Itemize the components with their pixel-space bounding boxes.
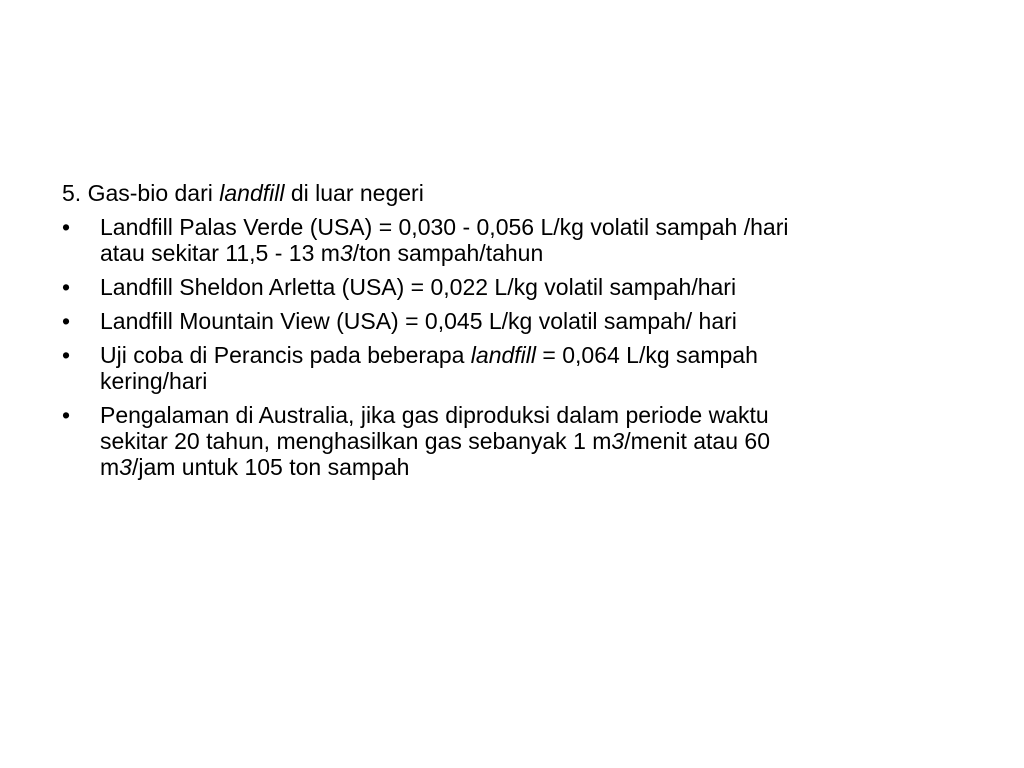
bullet-text-line: Landfill Palas Verde (USA) = 0,030 - 0,056 L/kg volatil sampah /hari bbox=[100, 214, 789, 240]
heading-suffix: di luar negeri bbox=[284, 180, 424, 206]
text-run: m bbox=[100, 454, 120, 480]
bullet-text-line: kering/hari bbox=[100, 368, 208, 394]
bullet-icon: • bbox=[62, 214, 71, 240]
text-run: = 0,064 L/kg sampah bbox=[536, 342, 758, 368]
bullet-item-sheldon-arletta bbox=[62, 274, 962, 300]
text-run: /jam untuk 105 ton sampah bbox=[131, 454, 410, 480]
bullet-item-mountain-view bbox=[62, 308, 962, 334]
text-run: /menit atau 60 bbox=[624, 428, 770, 454]
bullet-text-line bbox=[100, 342, 962, 368]
heading-prefix: 5. Gas-bio dari bbox=[62, 180, 220, 206]
bullet-item-palas-verde bbox=[62, 214, 962, 266]
bullet-item-perancis bbox=[62, 342, 962, 394]
bullet-text-line bbox=[100, 454, 962, 480]
slide-heading bbox=[62, 180, 962, 206]
bullet-text-line: Landfill Mountain View (USA) = 0,045 L/kg volatil sampah/ hari bbox=[100, 308, 737, 334]
bullet-item-australia bbox=[62, 402, 962, 480]
italic-exponent: 3 bbox=[119, 454, 132, 480]
slide-content bbox=[62, 180, 962, 488]
text-run: Uji coba di Perancis pada beberapa bbox=[100, 342, 471, 368]
bullet-icon: • bbox=[62, 308, 71, 334]
italic-term: landfill bbox=[470, 342, 537, 368]
bullet-text-line bbox=[100, 428, 962, 454]
italic-exponent: 3 bbox=[611, 428, 625, 454]
heading-italic-term: landfill bbox=[219, 180, 285, 206]
bullet-text-line: Landfill Sheldon Arletta (USA) = 0,022 L/kg volatil sampah/hari bbox=[100, 274, 737, 300]
italic-exponent: 3 bbox=[339, 240, 353, 266]
bullet-list bbox=[62, 214, 962, 480]
text-run: /ton sampah/tahun bbox=[352, 240, 544, 266]
text-run: sekitar 20 tahun, menghasilkan gas sebanyak 1 m bbox=[100, 428, 612, 454]
bullet-text-line bbox=[100, 240, 962, 266]
bullet-text-line: Pengalaman di Australia, jika gas diproduksi dalam periode waktu bbox=[100, 402, 769, 428]
bullet-icon: • bbox=[62, 342, 71, 368]
bullet-icon: • bbox=[62, 402, 71, 428]
bullet-icon: • bbox=[62, 274, 71, 300]
text-run: atau sekitar 11,5 - 13 m bbox=[100, 240, 340, 266]
